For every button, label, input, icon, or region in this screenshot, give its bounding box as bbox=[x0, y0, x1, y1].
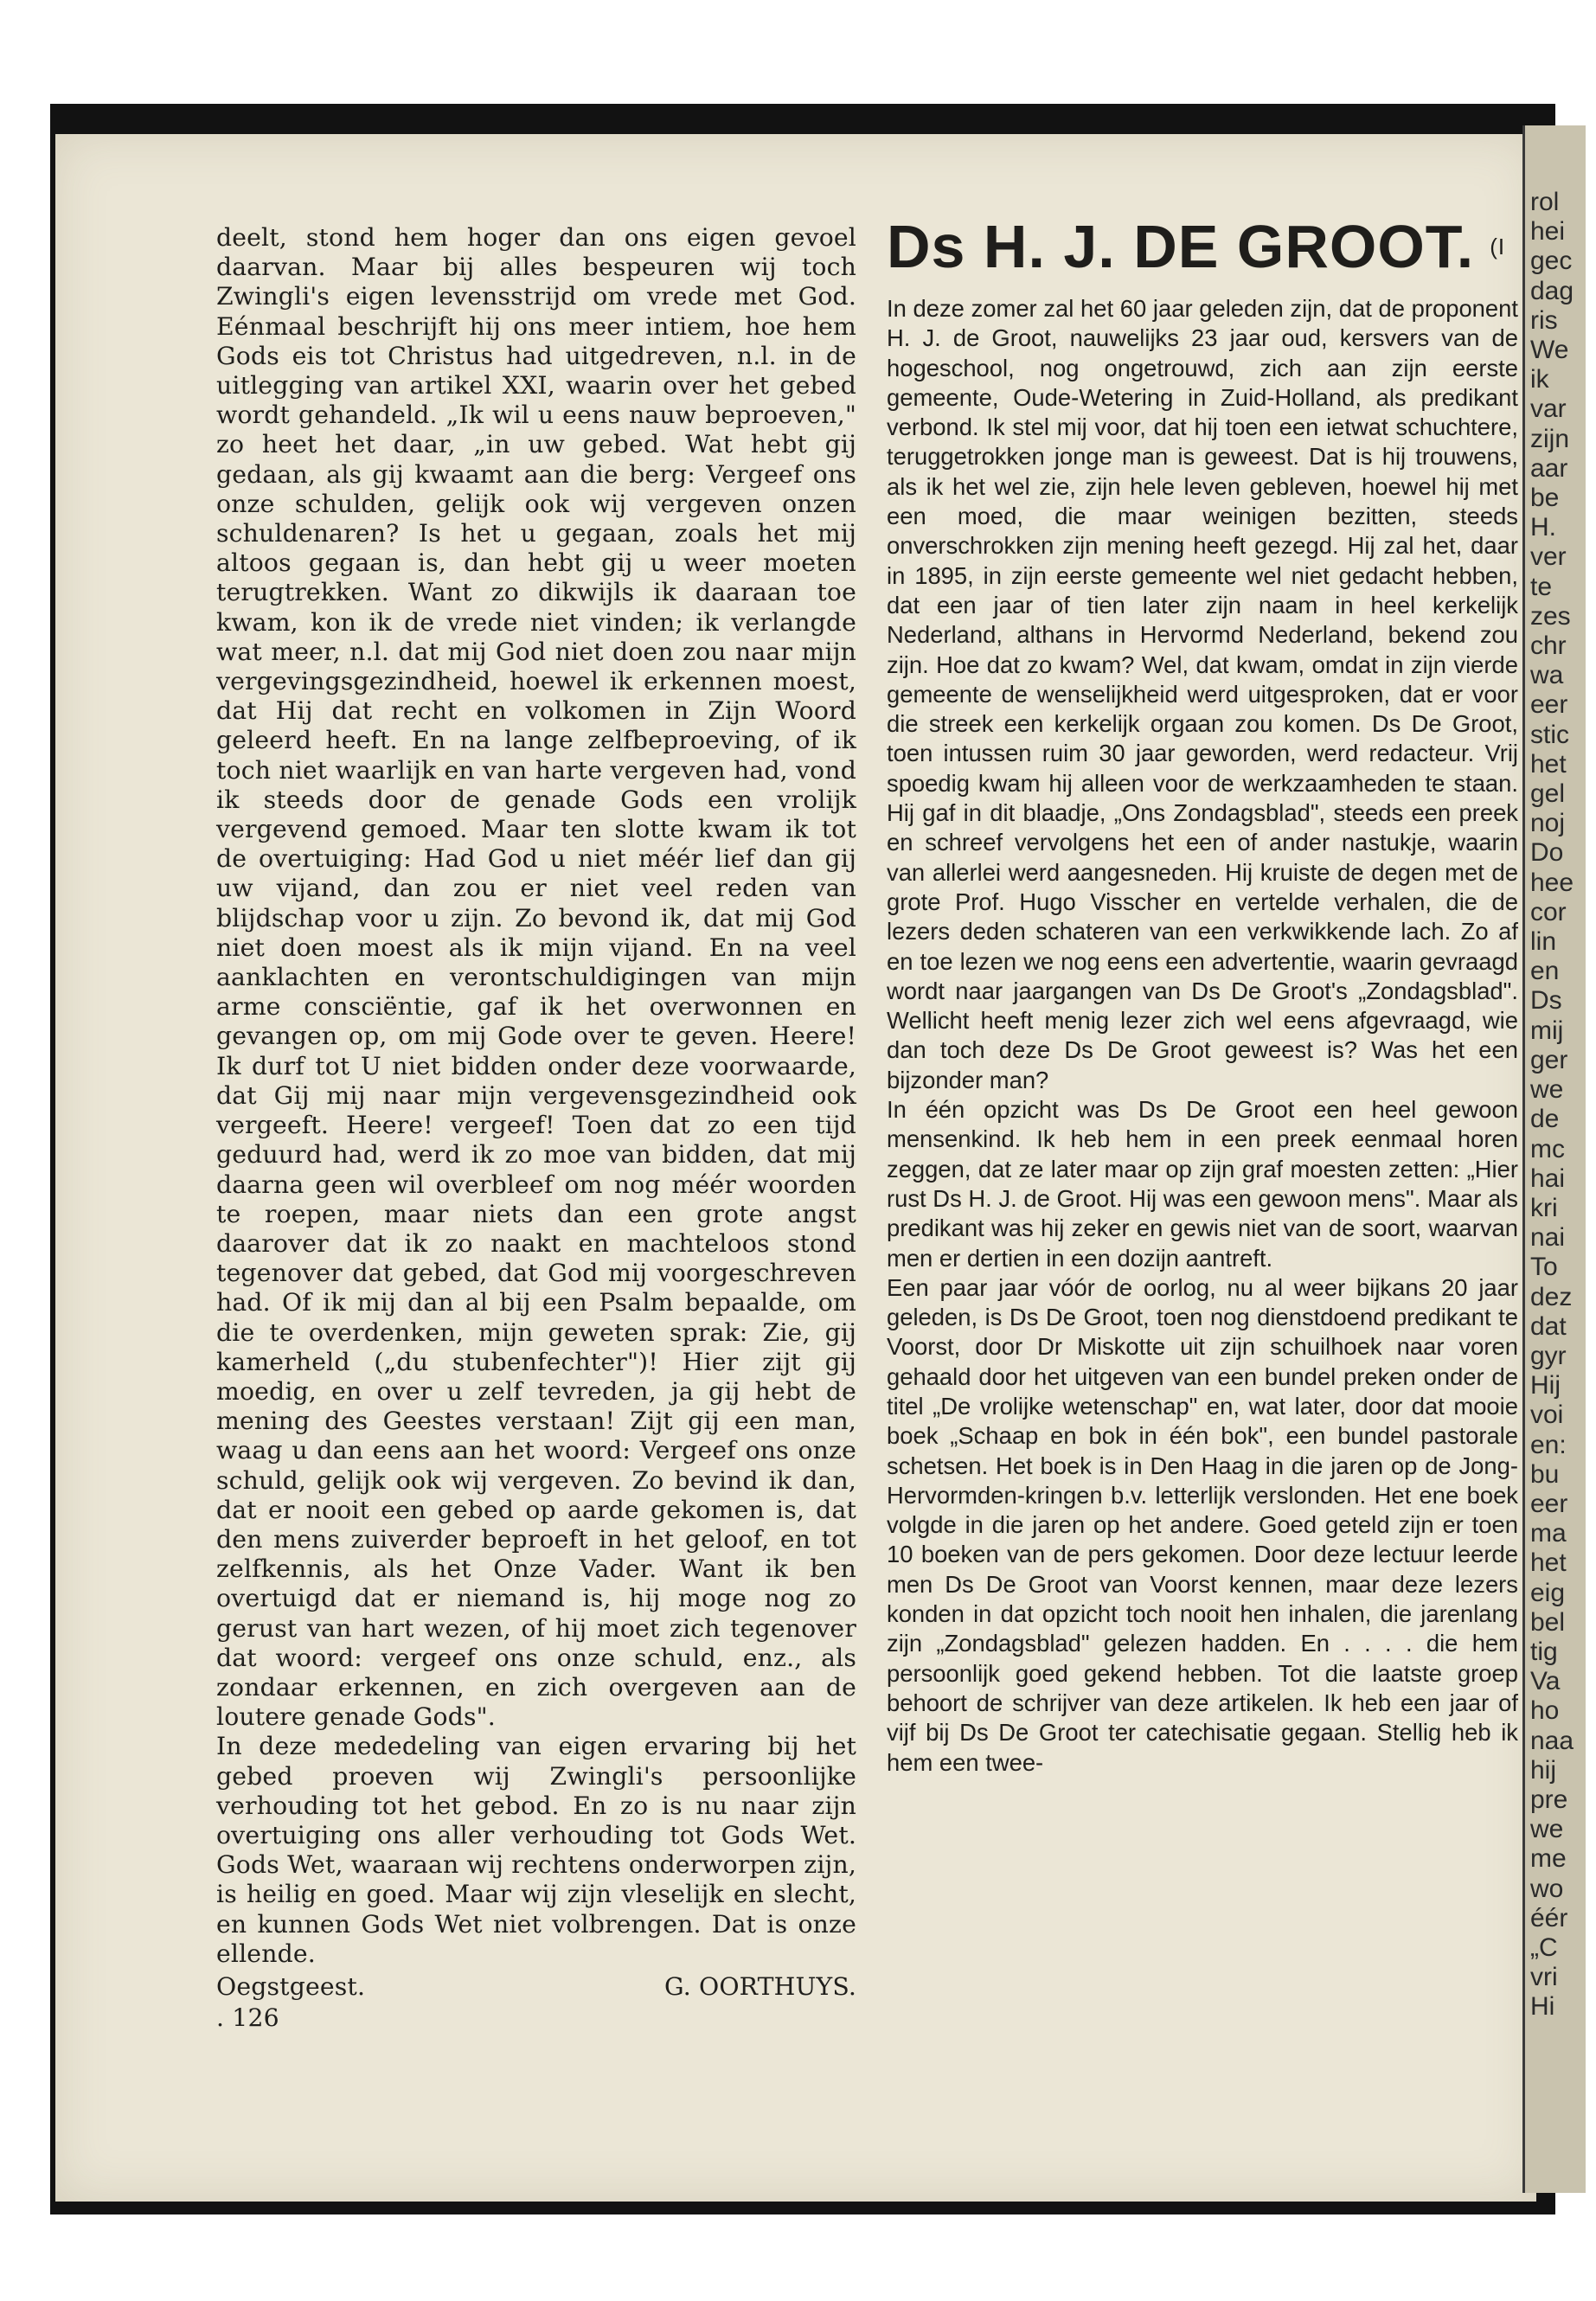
left-paragraph-1: deelt, stond hem hoger dan ons eigen gevoel daarvan. Maar bij alles bespeuren wij toch Zwingli's eigen levensstrijd om vrede met God. Eénmaal beschrijft hij ons meer intiem, hoe hem Gods eis tot Christus had uitgedreven, n.l. in de uitlegging van artikel XXI, waarin over het gebed wordt gehandeld. „Ik wil u eens nauw beproeven," zo heet het daar, „in uw gebed. Wat hebt gij gedaan, als gij kwaamt aan die berg: Vergeef ons onze schulden, gelijk ook wij vergeven onzen schuldenaren? Is het u gegaan, zoals het mij altoos gegaan is, dan hebt gij u weer moeten terugtrekken. Want zo dikwijls ik daaraan toe kwam, kon ik de vrede niet vinden; ik verlangde wat meer, n.l. dat mij God niet doen zou naar mijn vergevingsgezindheid, hoewel ik erkennen moest, dat Hij dat recht en volkomen in Zijn Woord geleerd heeft. En na lange zelfbeproeving, of ik toch niet waarlijk en van harte vergeven had, vond ik steeds door de genade Gods een vrolijk vergevend gemoed. Maar ten slotte kwam ik tot de overtuiging: Had God u niet méér lief dan gij uw vijand, dan zou er niet veel reden van blijdschap voor u zijn. Zo bevond ik, dat mij God niet doen moest als ik mijn vijand. En na veel aanklachten en verontschuldigingen van mijn arme consciëntie, gaf ik het overwonnen en gevangen op, om mij Gode over te geven. Heere! Ik durf tot U niet bidden onder deze voorwaarde, dat Gij mij naar mijn vergevensgezindheid ook vergeeft. Heere! vergeef! Toen dat zo een tijd geduurd had, werd ik zo moe van bidden, dat mij daarna geen wil overbleef om nog méér woorden te roepen, maar niets dan een grote angst daarover dat ik zo naakt en machteloos stond tegenover dat gebed, dat God mij voorgeschreven had. Of ik mij dan al bij een Psalm bepaalde, om die te overdenken, mijn geweten sprak: Zie, gij kamerheld („du stubenfechter")! Hier zijt gij moedig, en over u zelf tevreden, ja gij hebt de mening des Geestes verstaan! Zijt gij een man, waag u dan eens aan het woord: Vergeef ons onze schuld, gelijk ook wij vergeven. Zo bevind ik dan, dat er nooit een gebed op aarde gekomen is, dat den mens zuiverder beproeft in het geloof, en tot zelfkennis, als het Onze Vader. Want ik ben overtuigd dat er niemand is, hij moge nog zo gerust van hart wezen, of hij moet zich tegenover dat woord: vergeef ons onze schuld, enz., als zondaar erkennen, en zich overgeven aan de loutere genade Gods". bbox=[216, 223, 856, 1732]
right-paragraph-3: Een paar jaar vóór de oorlog, nu al weer bijkans 20 jaar geleden, is Ds De Groot, toen nog dienstdoend predikant te Voorst, door Dr Miskotte uit zijn schuilhoek naar voren gehaald door het uitgeven van een bundel preken onder de titel „De vrolijke wetenschap" en, wat later, door dat mooie boek „Schaap en bok in één bok", een bundel pastorale schetsen. Het boek is in Den Haag in die jaren op de Jong-Hervormden-kringen b.v. letterlijk verslonden. Het ene boek volgde in die jaren op het andere. Goed geteld zijn er toen 10 boeken van de pers gekomen. Door deze lectuur leerde men Ds De Groot van Voorst kennen, maar deze lezers konden in dat opzicht toch nooit hen inhalen, die jarenlang zijn „Zondagsblad" gelezen hadden. En . . . . die hem persoonlijk goed gekend hebben. Tot die laatste groep behoort de schrijver van deze artikelen. Ik heb een jaar of vijf bij Ds De Groot ter catechisatie gegaan. Stellig heb ik hem een twee- bbox=[887, 1273, 1518, 1776]
author-name: G. OORTHUYS. bbox=[663, 1971, 856, 2001]
adjacent-page-text: rol hei gec dag ris We ik var zijn aar be H. ver te zes chr wa eer stic het gel noj Do hee cor lin en Ds mij ger we de mc hai kri nai To dez dat gyr Hij voi en: bu eer ma het eig bel tig Va ho naa hij pre we me wo éér „C vri Hi bbox=[1530, 188, 1574, 2022]
right-column bbox=[887, 209, 1518, 1778]
signature-line bbox=[216, 1972, 856, 2002]
place-name: Oegstgeest. bbox=[216, 1971, 366, 2001]
right-paragraph-1: In deze zomer zal het 60 jaar geleden zijn, dat de proponent H. J. de Groot, nauwelijks 23 jaar oud, kersvers van de hogeschool, nog ongetrouwd, zich aan zijn eerste gemeente, Oude-Wetering in Zuid-Holland, als predikant verbond. Ik stel mij voor, dat hij toen een ietwat schuchtere, teruggetrokken jonge man is geweest. Dat is hij trouwens, als ik het wel zie, zijn hele leven gebleven, hoewel hij met een moed, die maar weinigen bezitten, steeds onverschrokken zijn mening heeft gezegd. Hij zal het, daar in 1895, in zijn eerste gemeente wel niet gedacht hebben, dat een jaar of tien later zijn naam in heel kerkelijk Nederland, althans in Hervormd Nederland, bekend zou zijn. Hoe dat zo kwam? Wel, dat kwam, omdat in zijn vierde gemeente de wenselijkheid werd uitgesproken, dat er voor die streek een kerkelijk orgaan zou komen. Ds De Groot, toen intussen ruim 30 jaar geworden, werd redacteur. Vrij spoedig kwam hij alleen voor de werkzaamheden te staan. Hij gaf in dit blaadje, „Ons Zondagsblad", steeds een preek en schreef vervolgens het een of ander nastukje, waarin van allerlei werd aangesneden. Hij kruiste de degen met de grote Prof. Hugo Visscher en vertelde verhalen, die de lezers deden schateren van een verkwikkende lach. Zo af en toe lezen we nog eens een advertentie, waarin gevraagd wordt naar jaargangen van Ds De Groot's „Zondagsblad". Wellicht heeft menig lezer zich wel eens afgevraagd, wie dan toch deze Ds De Groot geweest is? Was het een bijzonder man? bbox=[887, 295, 1518, 1093]
right-paragraph-2: In één opzicht was Ds De Groot een heel gewoon mensenkind. Ik heb hem in een preek eenmaal horen zeggen, dat ze later maar op zijn graf moesten zetten: „Hier rust Ds H. J. de Groot. Hij was een gewoon mens". Maar als predikant was hij zeker en gewis niet van de soort, waarvan men er dertien in een dozijn aantreft. bbox=[887, 1096, 1518, 1272]
left-column bbox=[216, 223, 856, 2033]
article-title-text: Ds H. J. DE GROOT. bbox=[887, 213, 1475, 280]
article-title bbox=[887, 209, 1518, 284]
article-title-note: (I bbox=[1490, 234, 1506, 260]
page-number: . 126 bbox=[216, 2003, 279, 2033]
left-paragraph-2: In deze mededeling van eigen ervaring bij het gebed proeven wij Zwingli's persoonlijke verhouding tot het gebod. En zo is nu naar zijn overtuiging ons aller verhouding tot Gods Wet. Gods Wet, waaraan wij rechtens onderworpen zijn, is heilig en goed. Maar wij zijn vleselijk en slecht, en kunnen Gods Wet niet volbrengen. Dat is onze ellende. bbox=[216, 1732, 856, 1968]
adjacent-page-edge bbox=[1522, 125, 1586, 2193]
